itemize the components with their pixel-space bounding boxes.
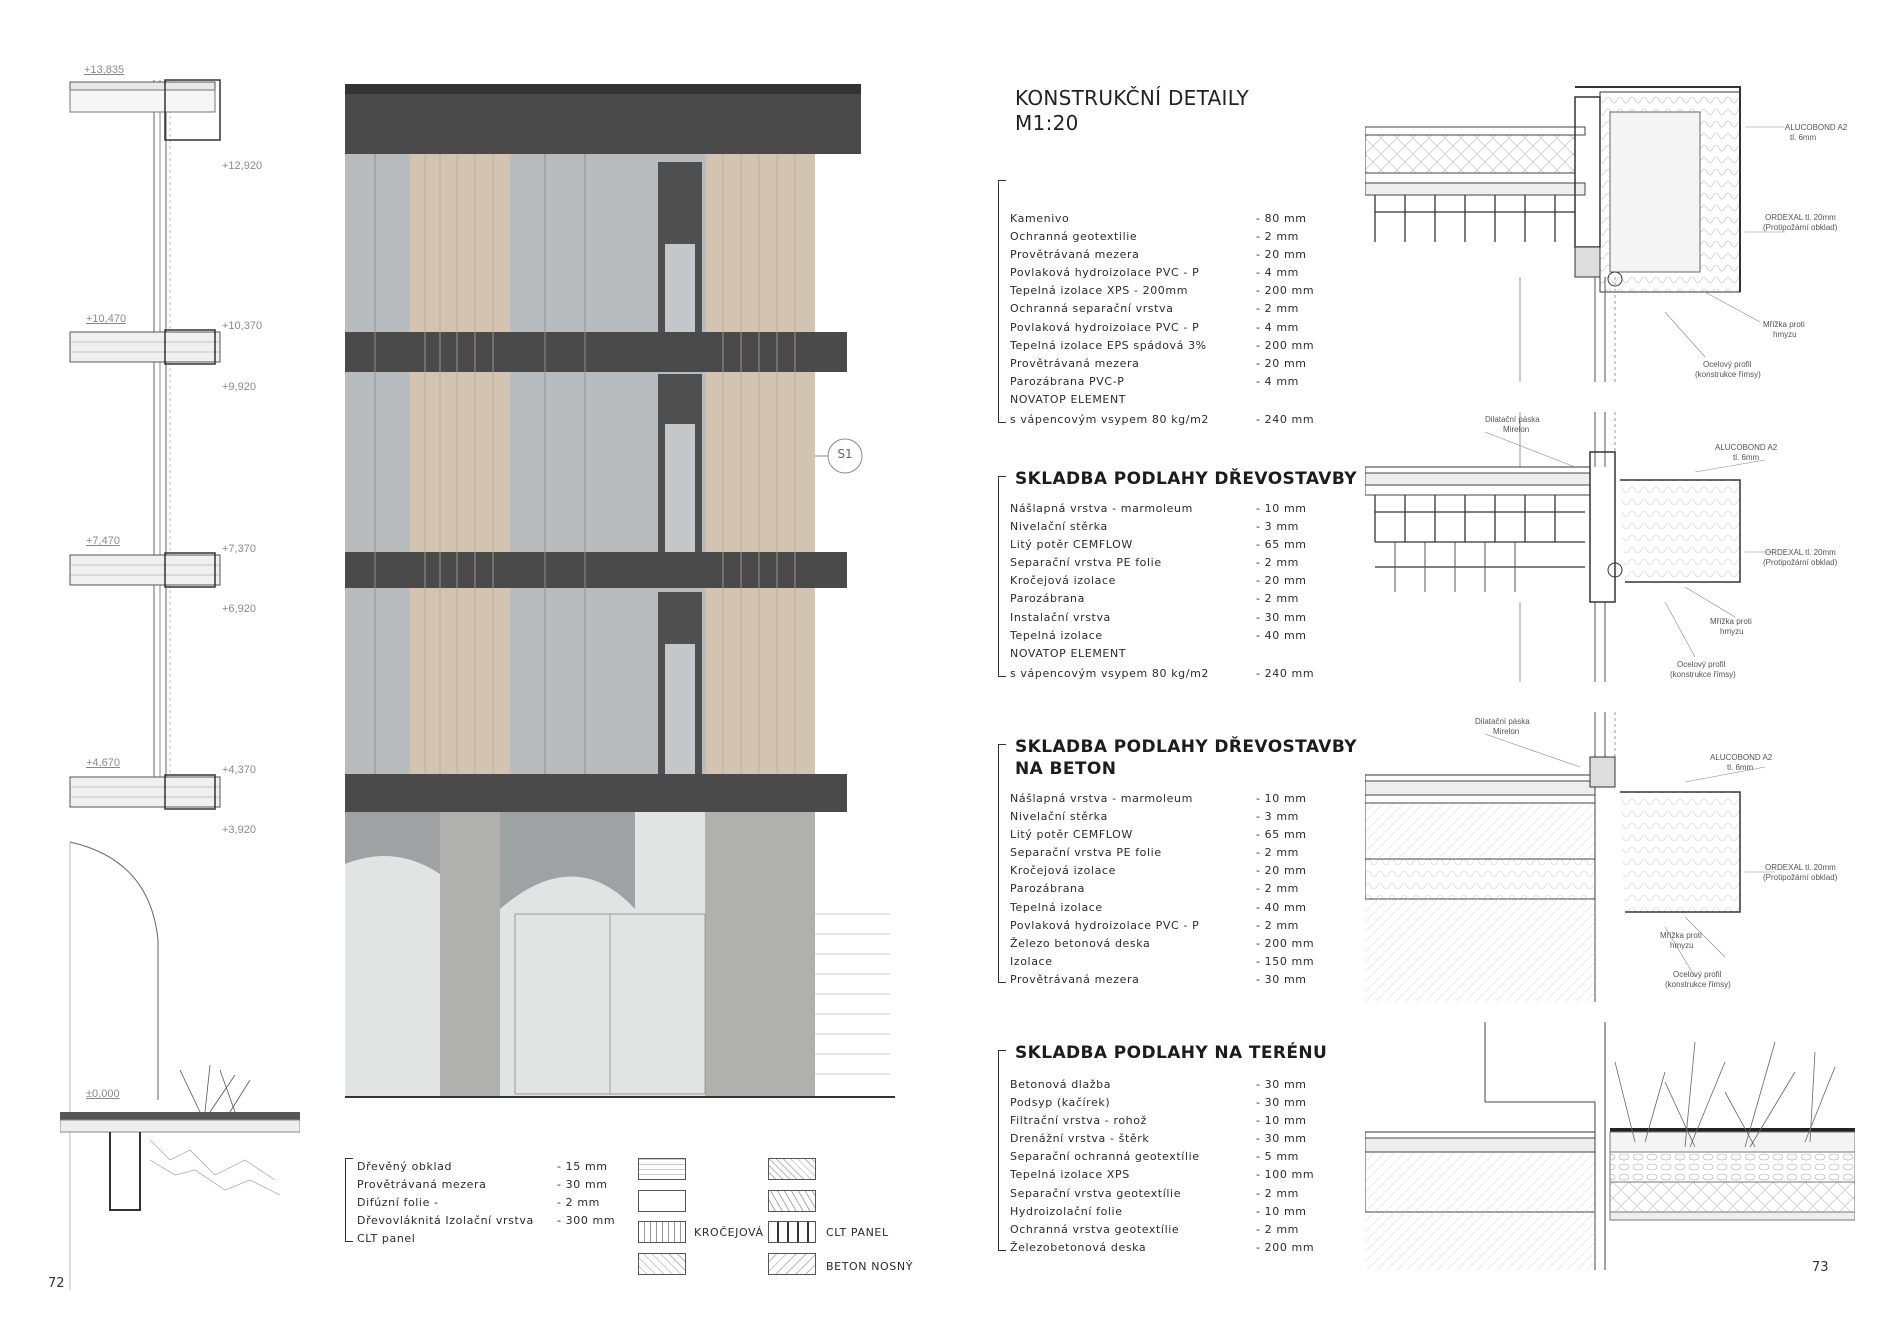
annotation-alucobond: ALUCOBOND A2 xyxy=(1710,753,1773,762)
list-item: Železo betonová deska - 200 mm xyxy=(1010,936,1315,950)
level-mark: +9,920 xyxy=(222,381,256,393)
hatch-swatch-krocejova xyxy=(638,1221,686,1243)
wall-section-drawing xyxy=(60,60,300,1290)
annotation-dilatacni-sub: Mirelon xyxy=(1503,425,1530,434)
list-item: Nášlapná vrstva - marmoleum - 10 mm xyxy=(1010,502,1307,515)
annotation-dilatacni-sub: Mirelon xyxy=(1493,727,1520,736)
list-item: Parozábrana - 2 mm xyxy=(1010,882,1299,896)
annotation-ordexal-sub: (Protipožární obklad) xyxy=(1763,558,1838,567)
list-item: Parozábrana PVC-P - 4 mm xyxy=(1010,374,1299,388)
hatch-label-clt: CLT PANEL xyxy=(826,1226,889,1239)
floor-ground-layers-list xyxy=(998,1050,1318,1257)
page-number-left: 72 xyxy=(48,1276,65,1291)
annotation-dilatacni: Dilatační páska xyxy=(1485,415,1540,424)
hatch-swatch-xps xyxy=(768,1190,816,1212)
annotation-mrizka-sub: hmyzu xyxy=(1773,330,1797,339)
list-item: Separační vrstva geotextílie - 2 mm xyxy=(1010,1186,1299,1200)
annotation-mrizka-sub: hmyzu xyxy=(1670,941,1694,950)
hatch-swatch-air xyxy=(638,1190,686,1212)
list-item: Dřevovláknitá Izolační vrstva - 300 mm xyxy=(357,1214,616,1228)
annotation-alucobond: ALUCOBOND A2 xyxy=(1785,123,1848,132)
annotation-mrizka: Mřížka proti xyxy=(1660,931,1702,940)
list-item: Tepelná izolace XPS - 200mm - 200 mm xyxy=(1010,284,1315,298)
level-mark: +7,370 xyxy=(222,543,256,555)
list-item: Provětrávaná mezera - 20 mm xyxy=(1010,356,1307,370)
annotation-mrizka-sub: hmyzu xyxy=(1720,627,1744,636)
list-item: Podsyp (kačírek) - 30 mm xyxy=(1010,1096,1307,1110)
floor-concrete-detail-drawing xyxy=(1365,712,1855,1002)
annotation-alucobond-thk: tl. 6mm xyxy=(1733,453,1760,462)
list-item: Tepelná izolace XPS - 100 mm xyxy=(1010,1168,1315,1182)
list-item: Hydroizolační folie - 10 mm xyxy=(1010,1204,1307,1218)
list-item: Nášlapná vrstva - marmoleum - 10 mm xyxy=(1010,792,1307,805)
level-mark: +4,370 xyxy=(222,764,256,776)
annotation-ocelovy: Ocelový profil xyxy=(1677,660,1726,669)
list-item: Filtrační vrstva - rohož - 10 mm xyxy=(1010,1114,1307,1128)
list-item: Litý potěr CEMFLOW - 65 mm xyxy=(1010,828,1307,842)
list-item: Dřevěný obklad - 15 mm xyxy=(357,1160,608,1173)
floor-wood-layers-list xyxy=(998,476,1318,683)
annotation-ordexal-sub: (Protipožární obklad) xyxy=(1763,223,1838,232)
page-title: KONSTRUKČNÍ DETAILY M1:20 xyxy=(1015,86,1250,135)
annotation-alucobond-thk: tl. 6mm xyxy=(1790,133,1817,142)
annotation-ocelovy-sub: (konstrukce římsy) xyxy=(1695,370,1761,379)
annotation-mrizka: Mřížka proti xyxy=(1710,617,1752,626)
list-item: Povlaková hydroizolace PVC - P - 4 mm xyxy=(1010,320,1299,334)
list-item: Povlaková hydroizolace PVC - P - 2 mm xyxy=(1010,918,1299,932)
list-item: Instalační vrstva - 30 mm xyxy=(1010,610,1307,624)
hatch-label-beton: BETON NOSNÝ xyxy=(826,1260,914,1273)
hatch-label-krocejova: KROČEJOVÁ xyxy=(694,1226,764,1239)
list-item: NOVATOP ELEMENT xyxy=(1010,392,1127,406)
list-item: Izolace - 150 mm xyxy=(1010,954,1315,968)
list-item: Provětrávaná mezera - 30 mm xyxy=(357,1178,608,1192)
section-heading: SKLADBA PODLAHY DŘEVOSTAVBY xyxy=(1015,469,1357,489)
annotation-alucobond-thk: tl. 6mm xyxy=(1727,763,1754,772)
page-number-right: 73 xyxy=(1812,1260,1829,1275)
list-item: Provětrávaná mezera - 20 mm xyxy=(1010,248,1307,262)
list-item: s vápencovým vsypem 80 kg/m2 - 240 mm xyxy=(1010,413,1315,427)
list-item: Ochranná separační vrstva - 2 mm xyxy=(1010,302,1299,316)
floor-ground-detail-drawing xyxy=(1365,1022,1855,1270)
section-heading: SKLADBA PODLAHY NA TERÉNU xyxy=(1015,1043,1328,1063)
annotation-ordexal: ORDEXAL tl. 20mm xyxy=(1765,213,1836,222)
annotation-ordexal-sub: (Protipožární obklad) xyxy=(1763,873,1838,882)
list-item: Povlaková hydroizolace PVC - P - 4 mm xyxy=(1010,266,1299,280)
list-item: CLT panel xyxy=(357,1232,416,1246)
annotation-ocelovy-sub: (konstrukce římsy) xyxy=(1670,670,1736,679)
wall-layers-list xyxy=(345,1158,625,1248)
level-mark: +12,920 xyxy=(222,160,263,172)
list-item: Difúzní folie - - 2 mm xyxy=(357,1196,600,1210)
annotation-alucobond: ALUCOBOND A2 xyxy=(1715,443,1778,452)
list-item: Separační ochranná geotextílie - 5 mm xyxy=(1010,1150,1299,1164)
annotation-ocelovy: Ocelový profil xyxy=(1703,360,1752,369)
level-mark: +10,470 xyxy=(86,313,127,325)
list-item: Kamenivo - 80 mm xyxy=(1010,212,1307,225)
list-item: Ochranná vrstva geotextílie - 2 mm xyxy=(1010,1222,1299,1236)
list-item: Parozábrana - 2 mm xyxy=(1010,592,1299,606)
level-mark: +10,370 xyxy=(222,320,263,332)
floor-wood-detail-drawing xyxy=(1365,412,1855,682)
list-item: Nivelační stěrka - 3 mm xyxy=(1010,810,1299,824)
list-item: Nivelační stěrka - 3 mm xyxy=(1010,520,1299,534)
list-item: Železobetonová deska - 200 mm xyxy=(1010,1240,1315,1254)
annotation-ocelovy: Ocelový profil xyxy=(1673,970,1722,979)
annotation-ordexal: ORDEXAL tl. 20mm xyxy=(1765,548,1836,557)
list-item: s vápencovým vsypem 80 kg/m2 - 240 mm xyxy=(1010,666,1315,680)
annotation-ordexal: ORDEXAL tl. 20mm xyxy=(1765,863,1836,872)
list-item: Tepelná izolace EPS spádová 3% - 200 mm xyxy=(1010,338,1315,352)
floor-concrete-layers-list xyxy=(998,744,1318,989)
hatch-swatch-wood xyxy=(638,1158,686,1180)
annotation-dilatacni: Dilatační páska xyxy=(1475,717,1530,726)
list-item: Provětrávaná mezera - 30 mm xyxy=(1010,972,1307,986)
level-mark: ±0,000 xyxy=(86,1088,120,1100)
list-item: Separační vrstva PE folie - 2 mm xyxy=(1010,556,1299,570)
level-mark: +6,920 xyxy=(222,603,256,615)
list-item: Tepelná izolace - 40 mm xyxy=(1010,900,1307,914)
list-item: Drenážní vrstva - štěrk - 30 mm xyxy=(1010,1132,1307,1146)
roof-layers-list xyxy=(998,180,1318,429)
list-item: Kročejová izolace - 20 mm xyxy=(1010,864,1307,878)
level-mark: +4,670 xyxy=(86,757,120,769)
list-item: NOVATOP ELEMENT xyxy=(1010,646,1127,660)
annotation-ocelovy-sub: (konstrukce římsy) xyxy=(1665,980,1731,989)
level-mark: +13,835 xyxy=(84,64,125,76)
list-item: Betonová dlažba - 30 mm xyxy=(1010,1078,1307,1091)
hatch-swatch-eps xyxy=(768,1158,816,1180)
annotation-mrizka: Mřížka proti xyxy=(1763,320,1805,329)
level-mark: +7,470 xyxy=(86,535,120,547)
list-item: Litý potěr CEMFLOW - 65 mm xyxy=(1010,538,1307,552)
hatch-swatch-insulation xyxy=(638,1253,686,1275)
section-marker-label: S1 xyxy=(837,447,853,461)
roof-edge-detail-drawing xyxy=(1365,82,1855,387)
hatch-swatch-beton xyxy=(768,1253,816,1275)
level-mark: +3,920 xyxy=(222,824,256,836)
list-item: Kročejová izolace - 20 mm xyxy=(1010,574,1307,588)
section-heading: SKLADBA PODLAHY DŘEVOSTAVBY NA BETON xyxy=(1015,737,1357,779)
list-item: Ochranná geotextilie - 2 mm xyxy=(1010,230,1299,244)
hatch-swatch-clt xyxy=(768,1221,816,1243)
list-item: Tepelná izolace - 40 mm xyxy=(1010,628,1307,642)
list-item: Separační vrstva PE folie - 2 mm xyxy=(1010,846,1299,860)
facade-elevation-drawing xyxy=(345,84,895,1104)
